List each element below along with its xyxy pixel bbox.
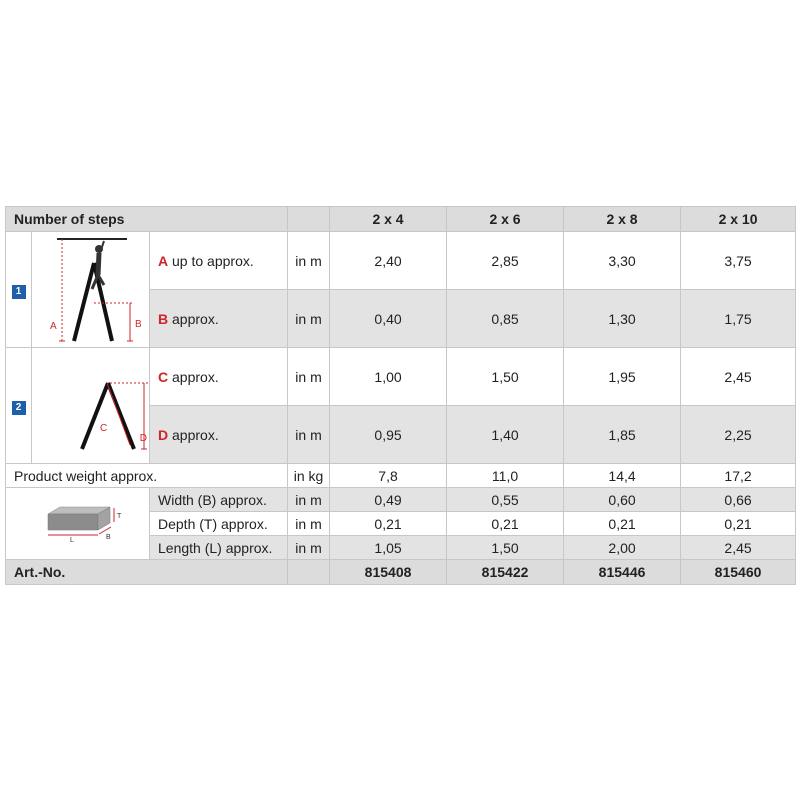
row-c-val-3: 1,95	[564, 348, 681, 406]
row-b-letter: B	[158, 310, 169, 327]
group1-badge-cell	[6, 232, 32, 348]
artno-val-1: 815408	[330, 560, 447, 585]
width-val-3: 0,60	[564, 488, 681, 512]
depth-val-4: 0,21	[681, 512, 796, 536]
width-val-2: 0,55	[447, 488, 564, 512]
weight-label: Product weight approx.	[6, 464, 288, 488]
width-val-1: 0,49	[330, 488, 447, 512]
length-val-2: 1,50	[447, 536, 564, 560]
row-b-val-3: 1,30	[564, 290, 681, 348]
fig-letter-d: D	[139, 432, 147, 444]
weight-val-1: 7,8	[330, 464, 447, 488]
row-d-val-4: 2,25	[681, 406, 796, 464]
fig-letter-l: L	[69, 536, 74, 544]
header-col-4: 2 x 10	[681, 207, 796, 232]
group2-badge: 2	[12, 401, 26, 415]
length-unit: in m	[288, 536, 330, 560]
row-b-label	[150, 290, 288, 348]
fig-letter-t: T	[116, 512, 121, 520]
row-c-unit: in m	[288, 348, 330, 406]
artno-label: Art.-No.	[6, 560, 288, 585]
row-d-val-1: 0,95	[330, 406, 447, 464]
row-c-text: approx.	[168, 368, 219, 385]
artno-val-4: 815460	[681, 560, 796, 585]
header-col-2: 2 x 6	[447, 207, 564, 232]
depth-val-1: 0,21	[330, 512, 447, 536]
row-b-val-1: 0,40	[330, 290, 447, 348]
table-row-weight	[6, 464, 796, 488]
depth-val-3: 0,21	[564, 512, 681, 536]
depth-label: Depth (T) approx.	[150, 512, 288, 536]
header-col-1: 2 x 4	[330, 207, 447, 232]
row-b-val-4: 1,75	[681, 290, 796, 348]
fig-letter-a: A	[50, 320, 57, 332]
leaning-ladder-icon	[32, 233, 150, 347]
header-label: Number of steps	[6, 207, 288, 232]
group1-badge: 1	[12, 285, 26, 299]
width-unit: in m	[288, 488, 330, 512]
row-d-text: approx.	[168, 426, 219, 443]
row-c-label	[150, 348, 288, 406]
package-figure	[6, 488, 150, 560]
header-unit-blank	[288, 207, 330, 232]
artno-unit-blank	[288, 560, 330, 585]
header-col-3: 2 x 8	[564, 207, 681, 232]
table-row-c	[6, 348, 796, 406]
row-a-val-1: 2,40	[330, 232, 447, 290]
length-val-3: 2,00	[564, 536, 681, 560]
row-d-letter: D	[158, 426, 169, 443]
weight-val-3: 14,4	[564, 464, 681, 488]
weight-val-2: 11,0	[447, 464, 564, 488]
width-val-4: 0,66	[681, 488, 796, 512]
package-box-icon	[28, 494, 128, 554]
row-c-val-1: 1,00	[330, 348, 447, 406]
row-a-val-4: 3,75	[681, 232, 796, 290]
artno-val-3: 815446	[564, 560, 681, 585]
fig-letter-b-pkg: B	[105, 533, 111, 541]
header-row	[6, 207, 796, 232]
standing-ladder-figure	[32, 348, 150, 464]
depth-unit: in m	[288, 512, 330, 536]
weight-unit: in kg	[288, 464, 330, 488]
row-b-val-2: 0,85	[447, 290, 564, 348]
table-row-artno	[6, 560, 796, 585]
row-a-val-3: 3,30	[564, 232, 681, 290]
weight-val-4: 17,2	[681, 464, 796, 488]
row-d-val-3: 1,85	[564, 406, 681, 464]
table-row-a	[6, 232, 796, 290]
row-d-unit: in m	[288, 406, 330, 464]
width-label: Width (B) approx.	[150, 488, 288, 512]
standing-ladder-icon	[32, 349, 150, 463]
fig-letter-b: B	[135, 318, 142, 330]
row-b-unit: in m	[288, 290, 330, 348]
row-d-label	[150, 406, 288, 464]
group2-badge-cell	[6, 348, 32, 464]
length-val-1: 1,05	[330, 536, 447, 560]
row-a-letter: A	[158, 252, 169, 269]
row-a-text: up to approx.	[168, 252, 254, 269]
depth-val-2: 0,21	[447, 512, 564, 536]
artno-val-2: 815422	[447, 560, 564, 585]
row-a-val-2: 2,85	[447, 232, 564, 290]
spec-table-container	[5, 206, 795, 585]
row-d-val-2: 1,40	[447, 406, 564, 464]
row-a-label	[150, 232, 288, 290]
length-val-4: 2,45	[681, 536, 796, 560]
row-a-unit: in m	[288, 232, 330, 290]
row-b-text: approx.	[168, 310, 219, 327]
ladder-spec-table	[5, 206, 796, 585]
leaning-ladder-figure	[32, 232, 150, 348]
row-c-val-2: 1,50	[447, 348, 564, 406]
row-c-letter: C	[158, 368, 169, 385]
fig-letter-c: C	[100, 422, 108, 434]
length-label: Length (L) approx.	[150, 536, 288, 560]
table-row-width	[6, 488, 796, 512]
row-c-val-4: 2,45	[681, 348, 796, 406]
